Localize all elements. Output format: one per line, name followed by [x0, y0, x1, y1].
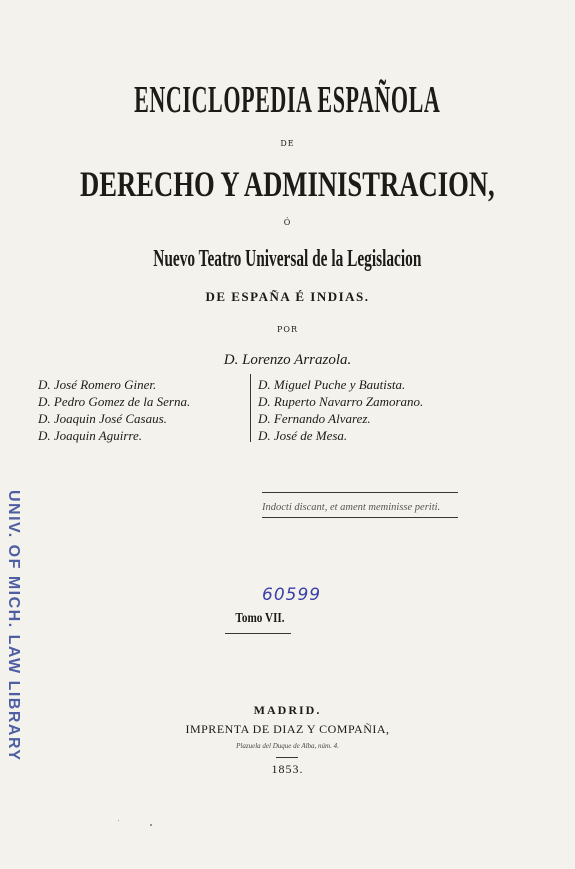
- publication-year: 1853.: [271, 762, 304, 776]
- author-name: D. Lorenzo Arrazola.: [223, 352, 352, 368]
- connector-de: DE: [280, 139, 295, 148]
- collaborators-divider: [250, 374, 251, 442]
- connector-por: POR: [277, 325, 298, 334]
- motto-rule-bottom: [262, 517, 458, 518]
- paper-speck: [118, 820, 119, 821]
- collaborators-right: [258, 376, 423, 444]
- collaborators-left: [38, 376, 190, 444]
- printer-address: Plazuela del Duque de Alba, núm. 4.: [236, 742, 339, 750]
- collaborator: D. Joaquin Aguirre.: [38, 428, 142, 443]
- volume-rule: [225, 633, 291, 634]
- year-rule: [276, 757, 298, 758]
- volume-number: Tomo VII.: [235, 611, 285, 626]
- city: MADRID.: [253, 703, 322, 717]
- paper-speck: [150, 824, 152, 826]
- connector-o: Ó: [283, 218, 292, 227]
- collaborator: D. José de Mesa.: [258, 428, 348, 443]
- collaborator: D. Miguel Puche y Bautista.: [258, 377, 406, 392]
- motto-rule-top: [262, 492, 458, 493]
- printer: IMPRENTA DE DIAZ Y COMPAÑIA,: [185, 722, 390, 736]
- library-stamp: UNIV. OF MICH. LAW LIBRARY: [5, 490, 22, 762]
- collaborator: D. Pedro Gomez de la Serna.: [38, 394, 191, 409]
- title-line-4: DE ESPAÑA É INDIAS.: [205, 289, 370, 304]
- collaborator: D. José Romero Giner.: [38, 377, 157, 392]
- title-line-2: DERECHO Y ADMINISTRACION,: [80, 164, 495, 204]
- collaborator: D. Fernando Alvarez.: [258, 411, 371, 426]
- title-line-3: Nuevo Teatro Universal de la Legislacion: [153, 246, 422, 272]
- collaborator: D. Ruperto Navarro Zamorano.: [258, 394, 424, 409]
- motto: Indocti discant, et ament meminisse periti.: [262, 502, 441, 513]
- collaborator: D. Joaquin José Casaus.: [38, 411, 167, 426]
- handwritten-accession-number: 60599: [262, 585, 322, 605]
- title-line-1: ENCICLOPEDIA ESPAÑOLA: [134, 79, 441, 121]
